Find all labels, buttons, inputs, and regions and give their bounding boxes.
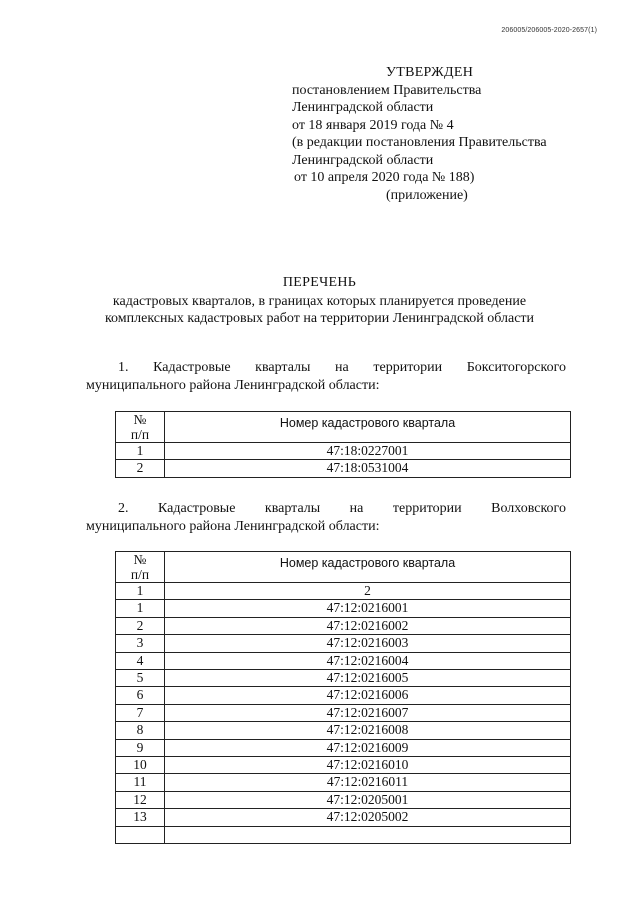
section-word: Бокситогорского (466, 360, 566, 375)
cell-number: 1 (116, 583, 165, 600)
approval-block (292, 64, 547, 204)
section-word: территории (392, 501, 462, 516)
section-word: Волховского (491, 501, 566, 516)
table-row (116, 635, 571, 652)
table-row (116, 443, 571, 460)
cell-number: 3 (116, 635, 165, 652)
heading-title: ПЕРЕЧЕНЬ (282, 275, 357, 290)
cell-number: 2 (116, 460, 165, 477)
cell-cadastral: 47:12:0216007 (165, 704, 571, 721)
heading-subtitle: кадастровых кварталов, в границах которых планируется проведение (112, 293, 527, 309)
document-heading (0, 274, 639, 328)
cell-number: 12 (116, 791, 165, 808)
table-row (116, 670, 571, 687)
table-row (116, 809, 571, 826)
cell-number: 5 (116, 670, 165, 687)
column-header-cadastral: Номер кадастрового квартала (165, 412, 571, 443)
table-row (116, 826, 571, 843)
column-header-cadastral: Номер кадастрового квартала (165, 552, 571, 583)
section-number: 2. (118, 501, 129, 516)
section-text-rest: муниципального района Ленинградской области: (86, 518, 380, 534)
approval-line: Ленинградской области (292, 100, 434, 115)
section-word: на (335, 360, 349, 375)
table-row (116, 687, 571, 704)
table-row (116, 652, 571, 669)
table-row (116, 757, 571, 774)
column-header-number: № п/п (116, 552, 165, 583)
section-word: Кадастровые (157, 501, 236, 516)
cell-cadastral (165, 826, 571, 843)
heading-subtitle: комплексных кадастровых работ на территории Ленинградской области (104, 311, 535, 326)
table-row (116, 791, 571, 808)
section-word: кварталы (264, 501, 321, 516)
section-1-text (86, 359, 566, 394)
approval-line: Ленинградской области (292, 152, 434, 168)
cell-number: 9 (116, 739, 165, 756)
cell-cadastral: 47:12:0216003 (165, 635, 571, 652)
cell-cadastral: 47:12:0205002 (165, 809, 571, 826)
table-row (116, 583, 571, 600)
document-id: 206005/206005-2020-2657(1) (501, 27, 597, 34)
cell-cadastral: 47:12:0205001 (165, 791, 571, 808)
cell-cadastral: 47:12:0216008 (165, 722, 571, 739)
cell-number: 6 (116, 687, 165, 704)
cell-cadastral: 47:12:0216006 (165, 687, 571, 704)
table-section-2 (115, 551, 571, 844)
cell-cadastral: 47:12:0216010 (165, 757, 571, 774)
cell-number: 13 (116, 809, 165, 826)
section-text-rest: муниципального района Ленинградской области: (86, 377, 380, 393)
cell-cadastral: 47:18:0227001 (165, 443, 571, 460)
approval-line: от 18 января 2019 года № 4 (292, 117, 454, 133)
cell-cadastral: 47:12:0216011 (165, 774, 571, 791)
cell-cadastral: 2 (165, 583, 571, 600)
cell-number: 8 (116, 722, 165, 739)
approval-title: УТВЕРЖДЕН (386, 65, 474, 80)
cell-cadastral: 47:12:0216009 (165, 739, 571, 756)
section-word: Кадастровые (153, 360, 231, 375)
approval-line: (в редакции постановления Правительства (292, 135, 547, 150)
cell-cadastral: 47:12:0216002 (165, 617, 571, 634)
cell-cadastral: 47:12:0216001 (165, 600, 571, 617)
table-row (116, 704, 571, 721)
approval-line: постановлением Правительства (292, 82, 482, 98)
section-word: на (349, 501, 364, 516)
cell-cadastral: 47:12:0216004 (165, 652, 571, 669)
table-section-1 (115, 411, 571, 478)
cell-number: 10 (116, 757, 165, 774)
cell-cadastral: 47:12:0216005 (165, 670, 571, 687)
approval-line: от 10 апреля 2020 года № 188) (294, 170, 475, 185)
table-row (116, 460, 571, 477)
table-row (116, 600, 571, 617)
section-word: кварталы (255, 360, 311, 375)
section-2-text (86, 500, 566, 535)
table-row (116, 617, 571, 634)
table-row (116, 722, 571, 739)
cell-number: 2 (116, 617, 165, 634)
cell-number: 1 (116, 600, 165, 617)
cell-number: 7 (116, 704, 165, 721)
cell-cadastral: 47:18:0531004 (165, 460, 571, 477)
cell-number (116, 826, 165, 843)
approval-appendix: (приложение) (386, 187, 468, 203)
column-header-number: № п/п (116, 412, 165, 443)
table-row (116, 774, 571, 791)
section-word: территории (373, 360, 443, 375)
cell-number: 11 (116, 774, 165, 791)
section-number: 1. (118, 360, 129, 375)
cell-number: 4 (116, 652, 165, 669)
cell-number: 1 (116, 443, 165, 460)
table-row (116, 739, 571, 756)
